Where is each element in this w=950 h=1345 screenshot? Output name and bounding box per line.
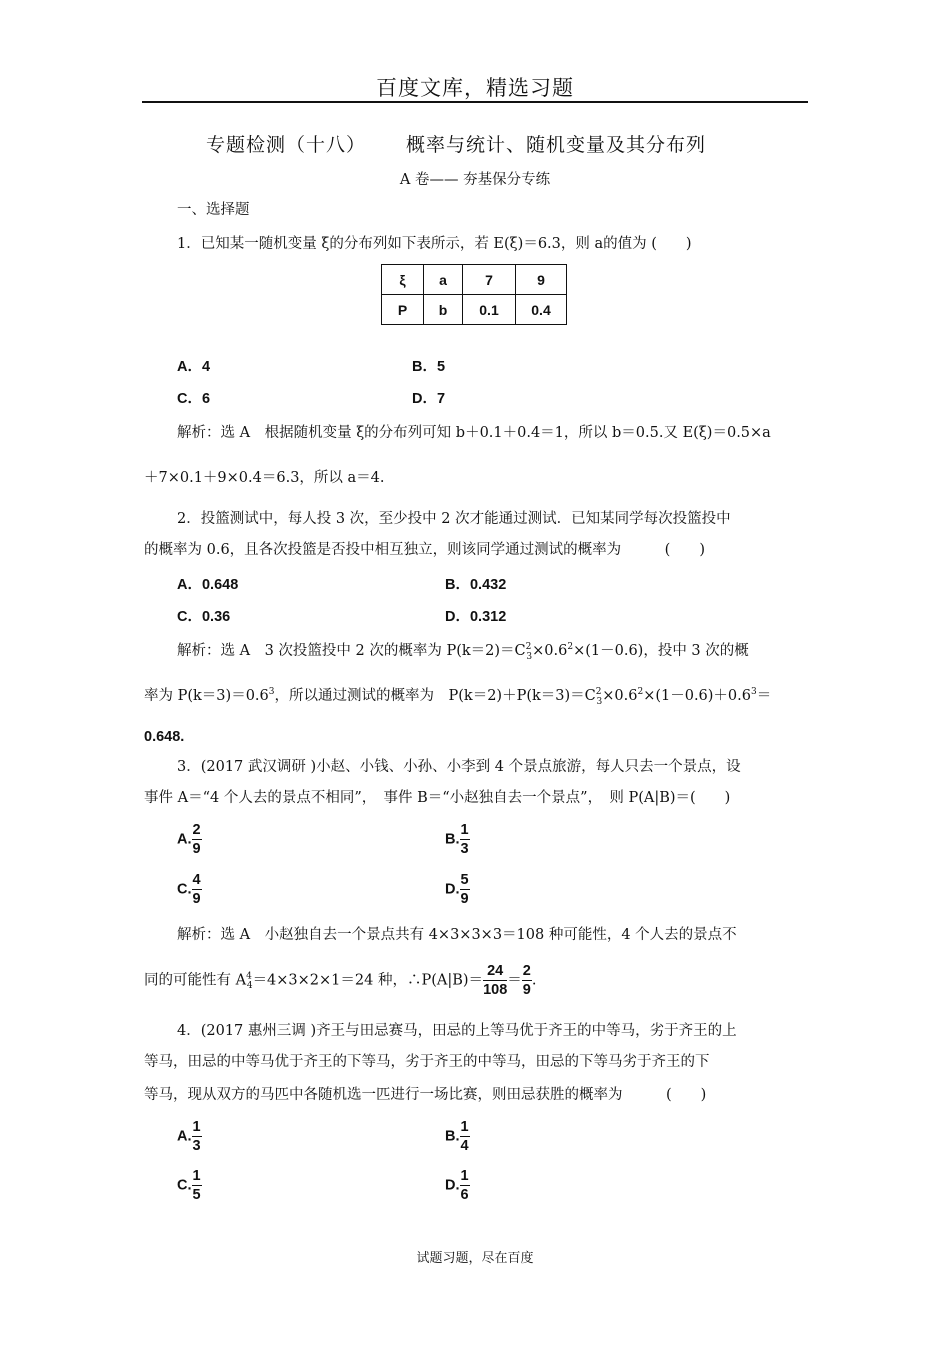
subscript: 3: [596, 696, 603, 707]
option-label: B.: [445, 1128, 460, 1145]
table-cell: P: [382, 295, 424, 325]
text-segment: ＝4×3×2×1＝24 种，∴P(A|B)＝: [252, 972, 484, 989]
q1-stem: 1．已知某一随机变量 ξ的分布列如下表所示，若 E(ξ)＝6.3，则 a的值为 ( ): [177, 236, 692, 252]
superscript: 3: [268, 687, 275, 698]
table-cell: 7: [463, 265, 516, 295]
q2-solution-line2: [144, 686, 771, 706]
text-segment: ＝: [507, 972, 522, 989]
superscript: 2: [567, 642, 574, 653]
page-header-title: 百度文库，精选习题: [376, 76, 574, 100]
table-cell: 0.4: [516, 295, 567, 325]
q2-stem-line1: 2．投篮测试中，每人投 3 次，至少投中 2 次才能通过测试．已知某同学每次投篮投中: [177, 511, 731, 527]
q1-distribution-table: [381, 264, 567, 325]
q4-stem-line2: 等马，田忌的中等马优于齐王的下等马，劣于齐王的中等马，田忌的下等马劣于齐王的下: [144, 1054, 710, 1070]
table-row: [382, 265, 567, 295]
fraction-denominator: 6: [460, 1186, 469, 1203]
text-segment: ×(1－0.6)，投中 3 次的概: [573, 643, 749, 659]
fraction: [460, 1169, 470, 1202]
q3-solution-line2: [144, 964, 536, 997]
text-segment: 解析：选 A 3 次投篮投中 2 次的概率为 P(k＝2)＝C: [177, 643, 526, 659]
q3-option-d: [445, 873, 470, 906]
option-label: D.: [445, 881, 460, 898]
fraction-numerator: 24: [483, 964, 507, 981]
fraction: [522, 964, 532, 997]
superscript: 2: [637, 687, 644, 698]
fraction-denominator: 5: [192, 1186, 201, 1203]
fraction-numerator: 2: [192, 822, 201, 838]
text-segment: ×0.6: [532, 643, 568, 659]
option-label: A.: [177, 1128, 192, 1145]
text-segment: ，所以通过测试的概率为 P(k＝2)＋P(k＝3)＝C: [274, 688, 596, 704]
table-cell: 0.1: [463, 295, 516, 325]
superscript: 3: [751, 687, 757, 698]
fraction-denominator: 108: [483, 981, 508, 998]
fraction-numerator: 1: [192, 1119, 201, 1135]
q1-option-c: C．6: [177, 391, 211, 407]
page-footer: 试题习题，尽在百度: [416, 1251, 534, 1266]
superscript: 2: [595, 687, 602, 698]
q4-stem-line1: 4．(2017 惠州三调 )齐王与田忌赛马，田忌的上等马优于齐王的中等马，劣于齐王的上: [177, 1023, 737, 1039]
q2-option-d: D．0.312: [445, 609, 507, 625]
q4-stem-line3: 等马，现从双方的马匹中各随机选一匹进行一场比赛，则田忌获胜的概率为 ( ): [144, 1087, 707, 1103]
text-segment: 率为 P(k＝3)＝0.6: [144, 688, 269, 704]
section-heading: 一、选择题: [177, 202, 250, 218]
fraction: [483, 964, 507, 997]
text-segment: 同的可能性有 A: [144, 972, 247, 989]
q2-option-c: C．0.36: [177, 609, 231, 625]
fraction-numerator: 1: [460, 822, 469, 838]
text-segment: ×0.6: [602, 688, 638, 704]
q1-solution-line1: 解析：选 A 根据随机变量 ξ的分布列可知 b＋0.1＋0.4＝1，所以 b＝0.5.又 E(ξ)＝0.5×a: [177, 425, 771, 441]
fraction: [192, 1169, 202, 1202]
q4-option-d: [445, 1169, 470, 1202]
text-segment: ＝: [756, 688, 772, 704]
fraction-numerator: 5: [460, 872, 469, 888]
fraction-denominator: 9: [192, 840, 201, 857]
fraction-denominator: 3: [460, 840, 469, 857]
option-label: C.: [177, 881, 192, 898]
option-label: A.: [177, 831, 192, 848]
text-segment: .: [531, 972, 537, 989]
fraction-numerator: 2: [522, 963, 531, 979]
doc-subtitle: A 卷—— 夯基保分专练: [399, 172, 551, 188]
option-label: C.: [177, 1177, 192, 1194]
q2-solution-line3: 0.648.: [144, 729, 185, 745]
subscript: 4: [246, 981, 253, 992]
q3-option-b: [445, 823, 470, 856]
q1-option-a: A．4: [177, 359, 211, 375]
fraction-denominator: 9: [522, 981, 531, 998]
table-cell: b: [424, 295, 463, 325]
fraction: [460, 823, 470, 856]
q2-stem-line2: 的概率为 0.6，且各次投篮是否投中相互独立，则该同学通过测试的概率为 ( ): [144, 542, 705, 558]
fraction-denominator: 3: [192, 1137, 201, 1154]
q4-option-b: [445, 1120, 470, 1153]
q3-stem-line1: 3．(2017 武汉调研 )小赵、小钱、小孙、小李到 4 个景点旅游，每人只去一个景点，设: [177, 759, 741, 775]
q1-solution-line2: ＋7×0.1＋9×0.4＝6.3，所以 a＝4.: [144, 470, 385, 486]
q4-option-a: [177, 1120, 202, 1153]
table-cell: a: [424, 265, 463, 295]
q3-option-a: [177, 823, 202, 856]
q3-stem-line2: 事件 A＝“4 个人去的景点不相同”， 事件 B＝“小赵独自去一个景点”， 则 P(A|B)＝( ): [144, 790, 731, 806]
q2-option-b: B．0.432: [445, 577, 507, 593]
table-cell: 9: [516, 265, 567, 295]
fraction-denominator: 4: [460, 1137, 469, 1154]
fraction-numerator: 4: [192, 872, 201, 888]
table-cell: ξ: [382, 265, 424, 295]
q1-option-b: B．5: [412, 359, 446, 375]
option-label: B.: [445, 831, 460, 848]
q3-option-c: [177, 873, 202, 906]
fraction-numerator: 1: [460, 1119, 469, 1135]
doc-title-right: 概率与统计、随机变量及其分布列: [406, 134, 707, 156]
option-label: D.: [445, 1177, 460, 1194]
fraction-denominator: 9: [460, 890, 469, 907]
fraction: [460, 1120, 470, 1153]
doc-title-left: 专题检测（十八）: [206, 134, 367, 156]
q2-solution-line1: [177, 641, 749, 661]
fraction-numerator: 1: [192, 1168, 201, 1184]
q1-option-d: D．7: [412, 391, 446, 407]
q2-option-a: A．0.648: [177, 577, 239, 593]
fraction: [192, 873, 202, 906]
fraction: [192, 1120, 202, 1153]
fraction: [192, 823, 202, 856]
fraction-numerator: 1: [460, 1168, 469, 1184]
subscript: 3: [526, 651, 533, 662]
q4-option-c: [177, 1169, 202, 1202]
text-segment: ×(1－0.6)＋0.6: [643, 688, 751, 704]
table-row: [382, 295, 567, 325]
fraction: [460, 873, 470, 906]
fraction-denominator: 9: [192, 890, 201, 907]
q3-solution-line1: 解析：选 A 小赵独自去一个景点共有 4×3×3×3＝108 种可能性，4 个人去的景点不: [177, 927, 737, 943]
header-divider: [142, 101, 808, 103]
superscript: 2: [525, 642, 532, 653]
superscript: 4: [246, 971, 252, 982]
